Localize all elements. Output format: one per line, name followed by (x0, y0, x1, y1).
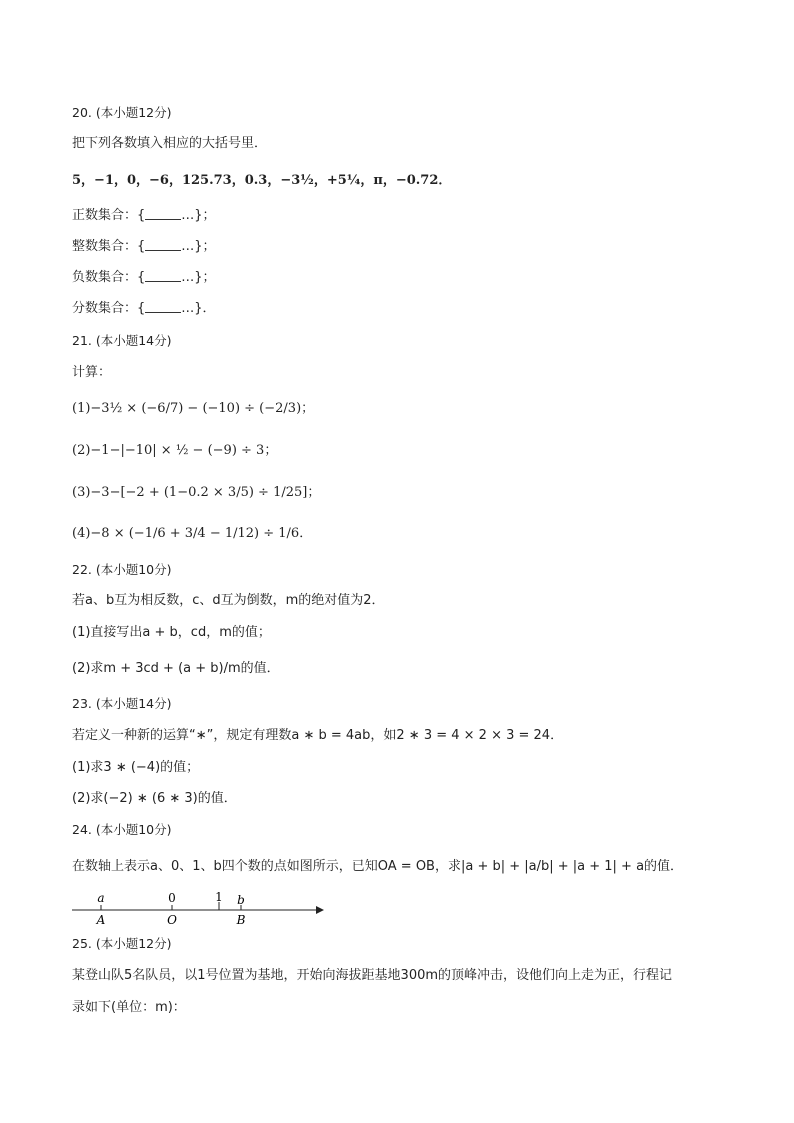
q24-header: 24. (本小题10分) (72, 822, 172, 837)
set-fraction (72, 300, 216, 318)
set-label: 整数集合：{ (72, 239, 146, 254)
q20-instruction: 把下列各数填入相应的大括号里． (72, 136, 268, 151)
q20-header: 20. (本小题12分) (72, 105, 172, 120)
set-integer (72, 238, 216, 256)
answer-blank[interactable] (145, 300, 181, 313)
set-suffix: …}． (181, 301, 216, 316)
q21-header: 21. (本小题14分) (72, 333, 172, 348)
number-line-arrow (316, 906, 324, 914)
q23-item-1: (1)求3 ∗ (−4)的值； (72, 760, 200, 775)
q21-item-2: (2)−1−|−10| × ½ − (−9) ÷ 3； (72, 443, 278, 458)
set-suffix: …}； (181, 239, 216, 254)
q21-instruction: 计算： (72, 365, 112, 380)
q25-text-line-2: 录如下(单位：m)： (72, 1000, 186, 1015)
label-a: a (97, 891, 105, 905)
q24-text: 在数轴上表示a、0、1、b四个数的点如图所示，已知OA = OB，求|a + b| + |a/b| + |a + 1| + a的值． (72, 859, 684, 874)
set-label: 分数集合：{ (72, 301, 146, 316)
label-b: b (237, 893, 245, 907)
q22-text: 若a、b互为相反数，c、d互为倒数，m的绝对值为2． (72, 593, 385, 608)
set-positive (72, 207, 216, 225)
set-label: 负数集合：{ (72, 270, 146, 285)
q22-item-2: (2)求m + 3cd + (a + b)/m的值． (72, 661, 280, 676)
q23-header: 23. (本小题14分) (72, 696, 172, 711)
q21-item-1: (1)−3½ × (−6/7) − (−10) ÷ (−2/3)； (72, 401, 315, 416)
q21-item-4: (4)−8 × (−1/6 + 3/4 − 1/12) ÷ 1/6． (72, 526, 313, 541)
q23-text: 若定义一种新的运算“∗”，规定有理数a ∗ b = 4ab，如2 ∗ 3 = 4 × 2 × 3 = 24． (72, 728, 564, 743)
number-line-diagram (72, 888, 332, 928)
set-suffix: …}； (181, 270, 216, 285)
q21-item-3: (3)−3−[−2 + (1−0.2 × 3/5) ÷ 1/25]； (72, 485, 321, 500)
label-1: 1 (215, 890, 223, 904)
set-label: 正数集合：{ (72, 208, 146, 223)
answer-blank[interactable] (145, 238, 181, 251)
q25-header: 25. (本小题12分) (72, 936, 172, 951)
q23-item-2: (2)求(−2) ∗ (6 ∗ 3)的值． (72, 791, 237, 806)
q20-number-list: 5，−1，0，−6，125.73，0.3，−3½，+5¼，π，−0.72． (72, 173, 452, 188)
answer-blank[interactable] (145, 207, 181, 220)
label-O: O (167, 913, 177, 927)
set-negative (72, 269, 216, 287)
label-0: 0 (168, 891, 176, 905)
q25-text-line-1: 某登山队5名队员，以1号位置为基地，开始向海拔距基地300m的顶峰冲击，设他们向上走为正，行程记 (72, 968, 673, 983)
label-B: B (236, 913, 246, 927)
label-A: A (96, 913, 106, 927)
q22-item-1: (1)直接写出a + b，cd，m的值； (72, 625, 271, 640)
q22-header: 22. (本小题10分) (72, 562, 172, 577)
set-suffix: …}； (181, 208, 216, 223)
answer-blank[interactable] (145, 269, 181, 282)
